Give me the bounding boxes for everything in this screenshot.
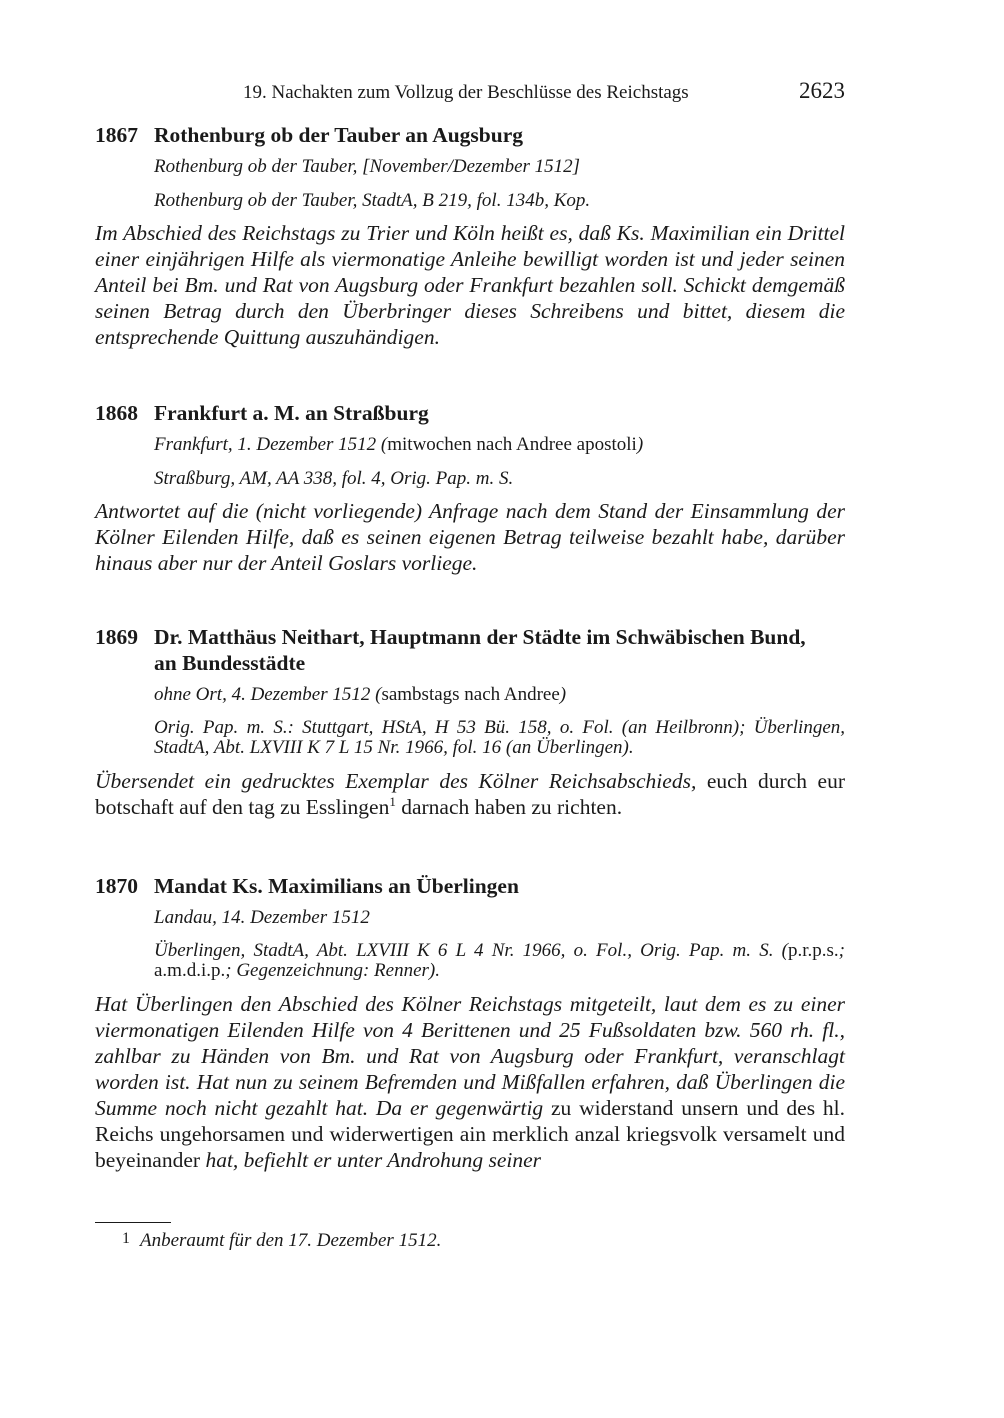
entry-number: 1867	[95, 123, 138, 147]
title-line-1: Dr. Matthäus Neithart, Hauptmann der Städte im Schwäbischen Bund,	[154, 625, 806, 649]
summary-italic-1: Hat Überlingen den Abschied des Kölner Reichstags mitgeteilt, laut dem es zu einer viermonatigen Eilenden Hilfe von 4 Berittenen und 25 Fußsoldaten bzw. 560 rh. fl., zahlbar zu Händen von Bm. und Rat von Augsburg oder Frankfurt, veranschlagt worden ist. Hat nun zu seinem Befremden und Mißfallen erfahren, daß Überlingen die Summe noch nicht gezahlt hat. Da er gegenwärtig	[95, 992, 845, 1120]
entry-date: Landau, 14. Dezember 1512	[154, 907, 370, 928]
entry-summary	[95, 220, 845, 350]
summary-italic: Übersendet ein gedrucktes Exemplar des Kölner Reichsabschieds,	[95, 769, 697, 793]
entry-number: 1869	[95, 625, 138, 649]
summary-text: Im Abschied des Reichstags zu Trier und Köln heißt es, daß Ks. Maximilian ein Drittel einer einjährigen Hilfe als viermonatige Anleihe bewilligt worden ist und jeder seinen Anteil bei Bm. und Rat von Augsburg oder Frankfurt bezahlen soll. Schickt demgemäß seinen Betrag durch den Überbringer dieses Schreibens und bittet, diesem die entsprechende Quittung auszuhändigen.	[95, 221, 845, 349]
entry-title: Mandat Ks. Maximilians an Überlingen	[154, 874, 519, 898]
entry-date: Rothenburg ob der Tauber, [November/Dezember 1512]	[154, 156, 581, 177]
footnote-ref[interactable]: 1	[389, 794, 396, 809]
entry-source: Orig. Pap. m. S.: Stuttgart, HStA, H 53 Bü. 158, o. Fol. (an Heilbronn); Überlingen, StadtA, Abt. LXVIII K 7 L 15 Nr. 1966, fol. 16 (an Überlingen).	[154, 717, 845, 758]
entry-source	[154, 941, 845, 981]
summary-quote-end: darnach haben zu richten.	[395, 795, 623, 819]
entry-1867	[95, 122, 845, 350]
footnote-mark: 1	[122, 1230, 130, 1247]
source-quote-2: a.m.d.i.p.	[154, 960, 226, 981]
entry-date	[154, 685, 845, 705]
entry-title	[154, 624, 845, 676]
entry-source: Straßburg, AM, AA 338, fol. 4, Orig. Pap. m. S.	[154, 468, 514, 489]
page-header	[95, 78, 845, 108]
entry-summary	[95, 768, 845, 820]
entry-date	[154, 435, 845, 455]
summary-quote: zu widerstand unsern und des hl. Reichs ungehorsamen und widerwertigen ain merklich anzal kriegsvolk versamelt und beyeinander	[95, 1096, 845, 1172]
summary-text: Antwortet auf die (nicht vorliegende) Anfrage nach dem Stand der Einsammlung der Kölner Eilenden Hilfe, daß es seinen eigenen Betrag teilweise bezahlt habe, darüber hinaus aber nur der Anteil Goslars vorliege.	[95, 499, 845, 575]
running-title: 19. Nachakten zum Vollzug der Beschlüsse des Reichstags	[243, 82, 689, 103]
entry-heading	[95, 122, 845, 148]
entry-1869	[95, 624, 845, 820]
entry-heading	[95, 624, 845, 676]
entry-title: Frankfurt a. M. an Straßburg	[154, 401, 429, 425]
date-suffix: )	[636, 434, 644, 455]
title-line-2: an Bundesstädte	[154, 651, 306, 675]
entry-source: Rothenburg ob der Tauber, StadtA, B 219, fol. 134b, Kop.	[154, 190, 591, 211]
entry-heading	[95, 400, 845, 426]
date-quote: sambstags nach Andree	[381, 684, 560, 705]
entry-1870	[95, 873, 845, 1173]
entry-summary	[95, 498, 845, 576]
entry-heading	[95, 873, 845, 899]
entry-1868	[95, 400, 845, 576]
entry-number: 1868	[95, 401, 138, 425]
source-quote-1: p.r.p.s.	[787, 940, 839, 961]
page-number: 2623	[799, 78, 845, 103]
date-prefix: ohne Ort, 4. Dezember 1512 (	[154, 684, 382, 705]
summary-quote: euch durch eur botschaft auf den tag zu Esslingen	[95, 769, 846, 819]
entry-summary	[95, 991, 845, 1173]
entry-number: 1870	[95, 874, 138, 898]
footnote-text: Anberaumt für den 17. Dezember 1512.	[140, 1230, 442, 1251]
footnote-1	[122, 1230, 441, 1252]
source-end: ; Gegenzeichnung: Renner).	[225, 960, 440, 981]
date-suffix: )	[559, 684, 567, 705]
footnote-divider	[95, 1222, 171, 1223]
source-main: Überlingen, StadtA, Abt. LXVIII K 6 L 4 Nr. 1966, o. Fol., Orig. Pap. m. S. (	[154, 940, 788, 961]
summary-italic-2: hat, befiehlt er unter Androhung seiner	[205, 1148, 542, 1172]
source-separator: ;	[838, 940, 845, 961]
entry-title: Rothenburg ob der Tauber an Augsburg	[154, 123, 524, 147]
date-quote: mitwochen nach Andree apostoli	[387, 434, 637, 455]
date-prefix: Frankfurt, 1. Dezember 1512 (	[154, 434, 388, 455]
